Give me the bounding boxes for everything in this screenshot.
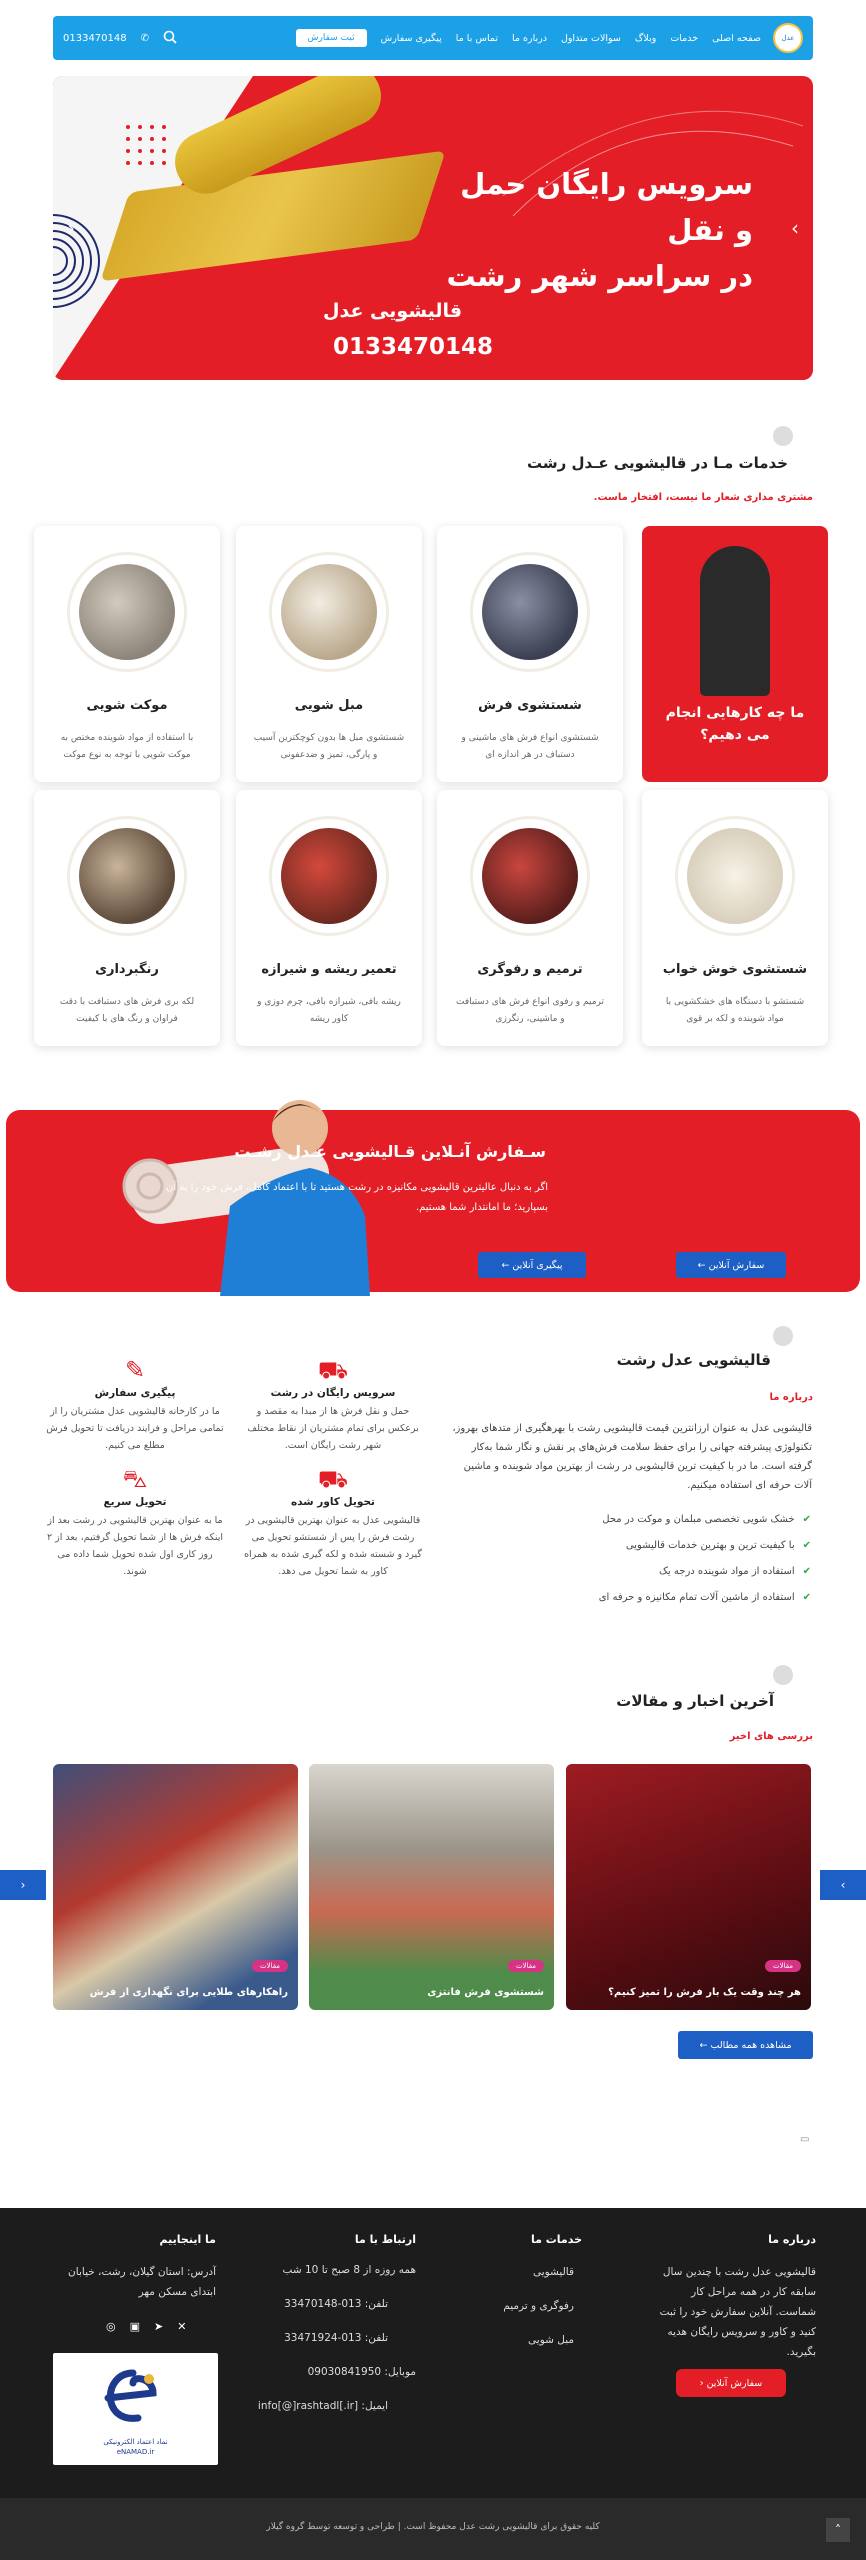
feature-desc: ما به عنوان بهترین قالیشویی در رشت بعد از اینکه فرش ها از شما تحویل گرفتیم، بعد از ۲ روز کاری اول شده تحویل شما داده می شوند. xyxy=(46,1515,224,1577)
feature-desc: قالیشویی عدل به عنوان بهترین قالیشویی در رشت فرش را پس از شستشو تحویل می گیرد و شسته شده و لکه گیری شده به همراه کاور به شما تحویل می دهد. xyxy=(244,1515,422,1577)
service-desc: لکه بری فرش های دستبافت با دقت فراوان و رنگ های با کیفیت xyxy=(59,997,195,1024)
service-desc: ترمیم و رفوی انواع فرش های دستبافت و ماشینی، رنگرزی xyxy=(455,997,605,1024)
check-icon: ✔ xyxy=(802,1540,811,1551)
site-header xyxy=(53,16,813,60)
news-card-title[interactable]: شستشوی فرش فانتزی xyxy=(427,1987,544,1998)
footer-service-link[interactable]: مبل شویی xyxy=(528,2334,574,2346)
service-image xyxy=(79,828,175,924)
check-item xyxy=(626,1540,811,1551)
social-links xyxy=(106,2320,186,2333)
linkedin-icon[interactable]: ▣ xyxy=(129,2320,141,2333)
folder-icon: ▭ xyxy=(800,2134,810,2145)
service-card[interactable] xyxy=(236,790,422,1046)
section-dot xyxy=(773,426,793,446)
service-image xyxy=(482,828,578,924)
news-next-icon[interactable]: › xyxy=(820,1870,866,1900)
feature-order-tracking xyxy=(45,1355,225,1454)
check-text: خشک شویی تخصصی مبلمان و موکت در محل xyxy=(602,1514,795,1525)
banner-title: سـفارش آنـلاین قـالیشویی عـدل رشـت xyxy=(234,1142,546,1161)
about-title: قالیشویی عدل رشت xyxy=(616,1351,771,1369)
section-dot xyxy=(773,1665,793,1685)
feature-desc: ما در کارخانه قالیشویی عدل مشتریان را از تمامی مراحل و فرایند دریافت تا تحویل فرش مطلع می کنیم. xyxy=(46,1406,224,1451)
truck-icon: ⛟ xyxy=(317,1356,349,1384)
check-icon: ✔ xyxy=(802,1592,811,1603)
site-logo[interactable] xyxy=(773,23,803,53)
section-dot xyxy=(773,1326,793,1346)
about-text: قالیشویی عدل به عنوان ارزانترین قیمت قالیشویی رشت با بهرهگیری از متدهای بهروز، تکنولوژی پیشرفته جهانی را برای حفظ سلامت فرش‌های پر نقش و نگار شما به‌کار گرفته است. ما در با کیفیت ترین قالیشویی در رشت از بهترین مواد شوینده و ماشین آلات حرفه ای استفاده میکنیم. xyxy=(452,1423,812,1491)
truck-icon: ⛟ xyxy=(317,1465,349,1493)
car-icon: ⛍ xyxy=(122,1465,148,1493)
service-title: رنگبرداری xyxy=(95,962,159,977)
check-item xyxy=(599,1592,811,1603)
news-badge: مقالات xyxy=(508,1960,544,1972)
service-desc: شستشوی مبل ها بدون کوچکترین آسیب و پارگی، تمیز و ضدعفونی xyxy=(253,733,405,760)
service-image xyxy=(79,564,175,660)
news-card[interactable] xyxy=(566,1764,811,2010)
footer-phone-2[interactable]: تلفن: 013-33471924 xyxy=(284,2332,388,2344)
services-title: خدمات مـا در قالیشویی عـدل رشت xyxy=(527,454,788,472)
hero-brand: قالیشویی عدل xyxy=(323,300,463,322)
service-title: تعمیر ریشه و شیرازه xyxy=(261,962,397,977)
main-nav xyxy=(381,33,761,44)
edit-icon: ✎ xyxy=(124,1356,146,1384)
footer-phone-1[interactable]: تلفن: 013-33470148 xyxy=(284,2298,388,2310)
workers-silhouette xyxy=(700,546,770,696)
service-card[interactable] xyxy=(642,790,828,1046)
footer-about-title: درباره ما xyxy=(768,2233,816,2246)
footer-hours: همه روزه از 8 صبح تا 10 شب xyxy=(282,2264,416,2276)
service-desc: با استفاده از مواد شوینده مختص به موکت شویی با توجه به نوع موکت xyxy=(60,733,194,760)
feature-free-service xyxy=(243,1355,423,1454)
spacer xyxy=(53,2311,75,2312)
service-title: مبل شویی xyxy=(294,698,364,713)
hero-title-line2: در سراسر شهر رشت xyxy=(446,259,753,293)
phone-icon: ✆ xyxy=(140,32,150,44)
service-desc: شستشو با دستگاه های خشکشویی با مواد شوینده و لکه بر قوی xyxy=(665,997,805,1024)
service-card[interactable] xyxy=(437,790,623,1046)
news-title: آخرین اخبار و مقالات xyxy=(616,1692,774,1710)
services-intro-title: ما چه کارهایی انجام می دهیم؟ xyxy=(665,705,805,743)
slider-prev-icon[interactable]: ‹ xyxy=(67,216,75,240)
enamad-text: نماد اعتماد الکترونیکی eNAMAD.ir xyxy=(103,2438,168,2456)
news-badge: مقالات xyxy=(252,1960,288,1972)
service-title: ترمیم و رفوگری xyxy=(477,962,583,977)
hero-title-line1: سرویس رایگان حمل و نقل xyxy=(460,167,753,247)
news-card-title[interactable]: راهکارهای طلایی برای نگهداری از فرش xyxy=(89,1987,288,1998)
service-card[interactable] xyxy=(34,526,220,782)
services-intro-card xyxy=(642,526,828,782)
logo-text: عدل xyxy=(781,34,795,42)
feature-title: سرویس رایگان در رشت xyxy=(270,1387,396,1399)
feature-title: تحویل کاور شده xyxy=(291,1496,375,1508)
telegram-icon[interactable]: ➤ xyxy=(154,2320,164,2333)
footer-service-link[interactable]: قالیشویی xyxy=(532,2266,574,2278)
spiral-decoration xyxy=(53,206,113,316)
about-subtitle: درباره ما xyxy=(769,1392,813,1403)
footer-location-title: ما اینجاییم xyxy=(159,2233,216,2246)
check-text: استفاده از مواد شوینده درجه یک xyxy=(658,1566,795,1577)
order-button[interactable]: ثبت سفارش xyxy=(296,29,367,47)
check-item xyxy=(659,1566,811,1577)
news-card[interactable] xyxy=(53,1764,298,2010)
service-desc: شستشوی انواع فرش های ماشینی و دستباف در هر اندازه ای xyxy=(461,733,599,760)
search-icon[interactable] xyxy=(163,30,177,47)
hero-slider[interactable] xyxy=(53,76,813,380)
header-utilities xyxy=(63,30,177,47)
check-icon: ✔ xyxy=(802,1514,811,1525)
check-text: با کیفیت ترین و بهترین خدمات قالیشویی xyxy=(625,1540,795,1551)
footer-about-text: قالیشویی عدل رشت با چندین سال سابقه کار در همه مراحل کار شماست. آنلاین سفارش خود را ثبت کنید و کاور و سرویس رایگان هدیه بگیرید. xyxy=(659,2266,816,2358)
service-image xyxy=(482,564,578,660)
instagram-icon[interactable]: ◎ xyxy=(106,2320,116,2333)
slider-next-icon[interactable]: › xyxy=(791,216,799,240)
banner-text: اگر به دنبال عالیترین قالیشویی مکانیزه در رشت هستید تا با اعتماد کامل، فرش خود را به آن بسپارید؛ ما امانتدار شما هستیم. xyxy=(165,1182,548,1213)
footer-service-link[interactable]: رفوگری و ترمیم xyxy=(503,2300,574,2312)
service-image xyxy=(687,828,783,924)
nav-faq[interactable]: سوالات متداول xyxy=(560,32,621,44)
service-card[interactable] xyxy=(437,526,623,782)
service-title: شستشوی فرش xyxy=(478,698,582,713)
services-subtitle: مشتری مداری شعار ما نیست، افتخار ماست. xyxy=(593,492,813,503)
check-item xyxy=(602,1514,811,1525)
x-icon[interactable]: ✕ xyxy=(177,2320,187,2333)
news-card[interactable] xyxy=(309,1764,554,2010)
service-card[interactable] xyxy=(34,790,220,1046)
feature-covered-delivery xyxy=(243,1464,423,1580)
feature-fast-delivery xyxy=(45,1464,225,1580)
nav-blog[interactable]: وبلاگ xyxy=(634,32,657,44)
feature-title: پیگیری سفارش xyxy=(94,1387,176,1399)
news-card-title[interactable]: هر چند وقت یک بار فرش را تمیز کنیم؟ xyxy=(608,1987,801,1998)
check-text: استفاده از ماشین آلات تمام مکانیزه و حرفه ای xyxy=(598,1592,795,1603)
feature-title: تحویل سریع xyxy=(103,1496,167,1508)
service-image xyxy=(281,828,377,924)
news-subtitle: بررسی های اخیر xyxy=(729,1731,813,1742)
footer-services-title: خدمات ما xyxy=(530,2233,582,2246)
service-title: موکت شویی xyxy=(86,698,168,713)
enamad-badge[interactable] xyxy=(53,2353,218,2465)
scroll-top-icon[interactable]: ˄ xyxy=(826,2518,850,2542)
nav-services[interactable]: خدمات xyxy=(670,32,699,44)
footer-address: آدرس: استان گیلان، رشت، خیابان ابتدای مسکن مهر xyxy=(68,2266,216,2298)
service-image xyxy=(281,564,377,660)
view-all-posts-button[interactable]: مشاهده همه مطالب ← xyxy=(678,2031,813,2059)
hero-title xyxy=(433,161,753,299)
footer-contact-title: ارتباط با ما xyxy=(354,2233,416,2246)
news-badge: مقالات xyxy=(765,1960,801,1972)
enamad-logo-icon xyxy=(93,2363,173,2433)
service-card[interactable] xyxy=(236,526,422,782)
check-icon: ✔ xyxy=(802,1566,811,1577)
header-phone[interactable]: 0133470148 xyxy=(63,32,127,44)
service-desc: ریشه بافی، شیرازه بافی، چرم دوزی و کاور ریشه xyxy=(257,997,401,1024)
news-prev-icon[interactable]: ‹ xyxy=(0,1870,46,1900)
nav-track-order[interactable]: پیگیری سفارش xyxy=(380,32,442,44)
nav-about[interactable]: درباره ما xyxy=(512,32,547,44)
online-order-button[interactable]: سفارش آنلاین ← xyxy=(676,1252,786,1278)
footer-order-button[interactable]: سفارش آنلاین ‹ xyxy=(676,2369,786,2397)
footer-mobile[interactable]: موبایل: 09030841950 xyxy=(307,2366,416,2378)
nav-contact[interactable]: تماس با ما xyxy=(455,32,498,44)
service-title: شستشوی خوش خواب xyxy=(662,962,808,977)
copyright-text: کلیه حقوق برای قالیشویی رشت عدل محفوظ است. | طراحی و توسعه توسط گروه گیلار xyxy=(266,2522,600,2532)
feature-desc: حمل و نقل فرش ها از مبدا به مقصد و برعکس برای تمام مشتریان از نقاط مختلف شهر رشت رایگان است. xyxy=(247,1406,419,1451)
hero-phone: 0133470148 xyxy=(333,334,494,360)
nav-home[interactable]: صفحه اصلی xyxy=(712,32,761,44)
online-tracking-button[interactable]: پیگیری آنلاین ← xyxy=(478,1252,586,1278)
footer-email[interactable]: ایمیل: info[@]rashtadl[.ir] xyxy=(257,2400,388,2412)
